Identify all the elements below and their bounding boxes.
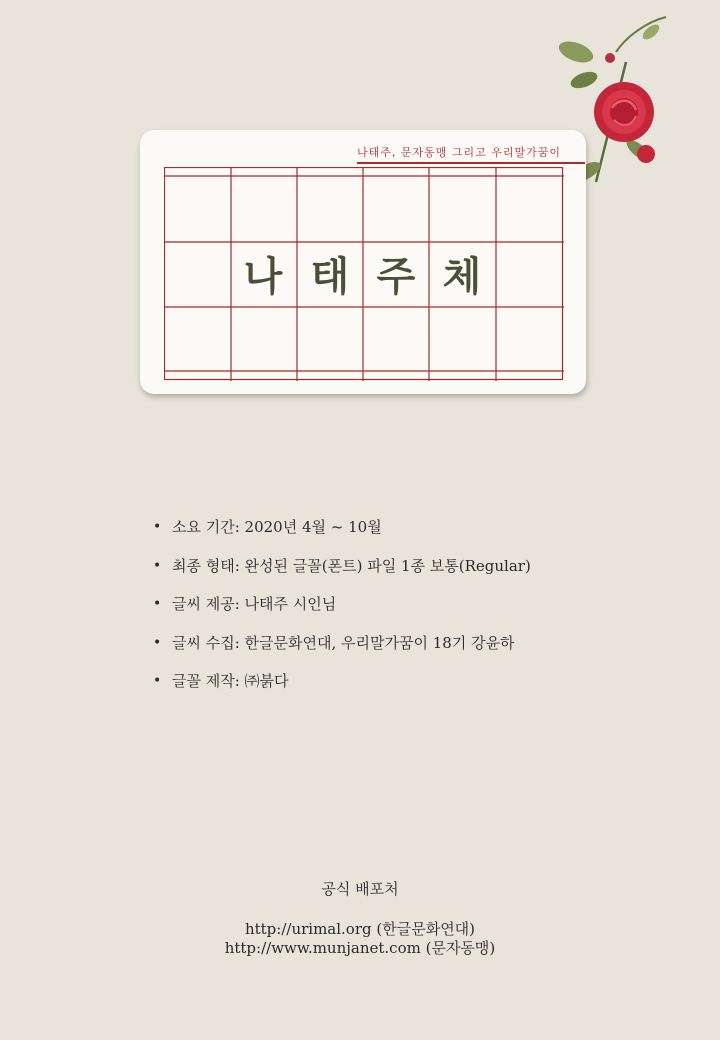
footer-link-munjanet[interactable]: http://www.munjanet.com (문자동맹)	[224, 939, 496, 957]
card-caption: 나태주, 문자동맹 그리고 우리말가꿈이	[357, 146, 562, 159]
list-item	[150, 516, 531, 555]
title-char-4: 체	[442, 253, 482, 300]
footer-link-urimal[interactable]: http://urimal.org (한글문화연대)	[244, 920, 476, 938]
info-list	[150, 516, 531, 709]
title-char-1: 나	[243, 253, 283, 300]
info-text-collection: 글씨 수집: 한글문화연대, 우리말가꿈이 18기 강윤하	[172, 633, 515, 652]
caption-underline	[357, 162, 585, 164]
bullet-icon: •	[153, 673, 162, 689]
info-text-period: 소요 기간: 2020년 4월 ~ 10월	[172, 518, 382, 536]
info-text-format: 최종 형태: 완성된 글꼴(폰트) 파일 1종 보통(Regular)	[172, 556, 531, 575]
title-char-2: 태	[310, 253, 350, 300]
list-item	[150, 555, 531, 594]
bullet-icon: •	[153, 634, 162, 651]
info-text-handwriting: 글씨 제공: 나태주 시인님	[172, 595, 337, 613]
bullet-icon: •	[153, 596, 162, 612]
title-char-3: 주	[376, 253, 416, 300]
list-item	[150, 670, 531, 709]
list-item	[150, 593, 531, 632]
footer-heading: 공식 배포처	[321, 880, 399, 898]
bullet-icon: •	[153, 557, 162, 574]
list-item	[150, 632, 531, 671]
info-text-production: 글꼴 제작: ㈜붉다	[172, 672, 289, 690]
bullet-icon: •	[153, 519, 162, 535]
